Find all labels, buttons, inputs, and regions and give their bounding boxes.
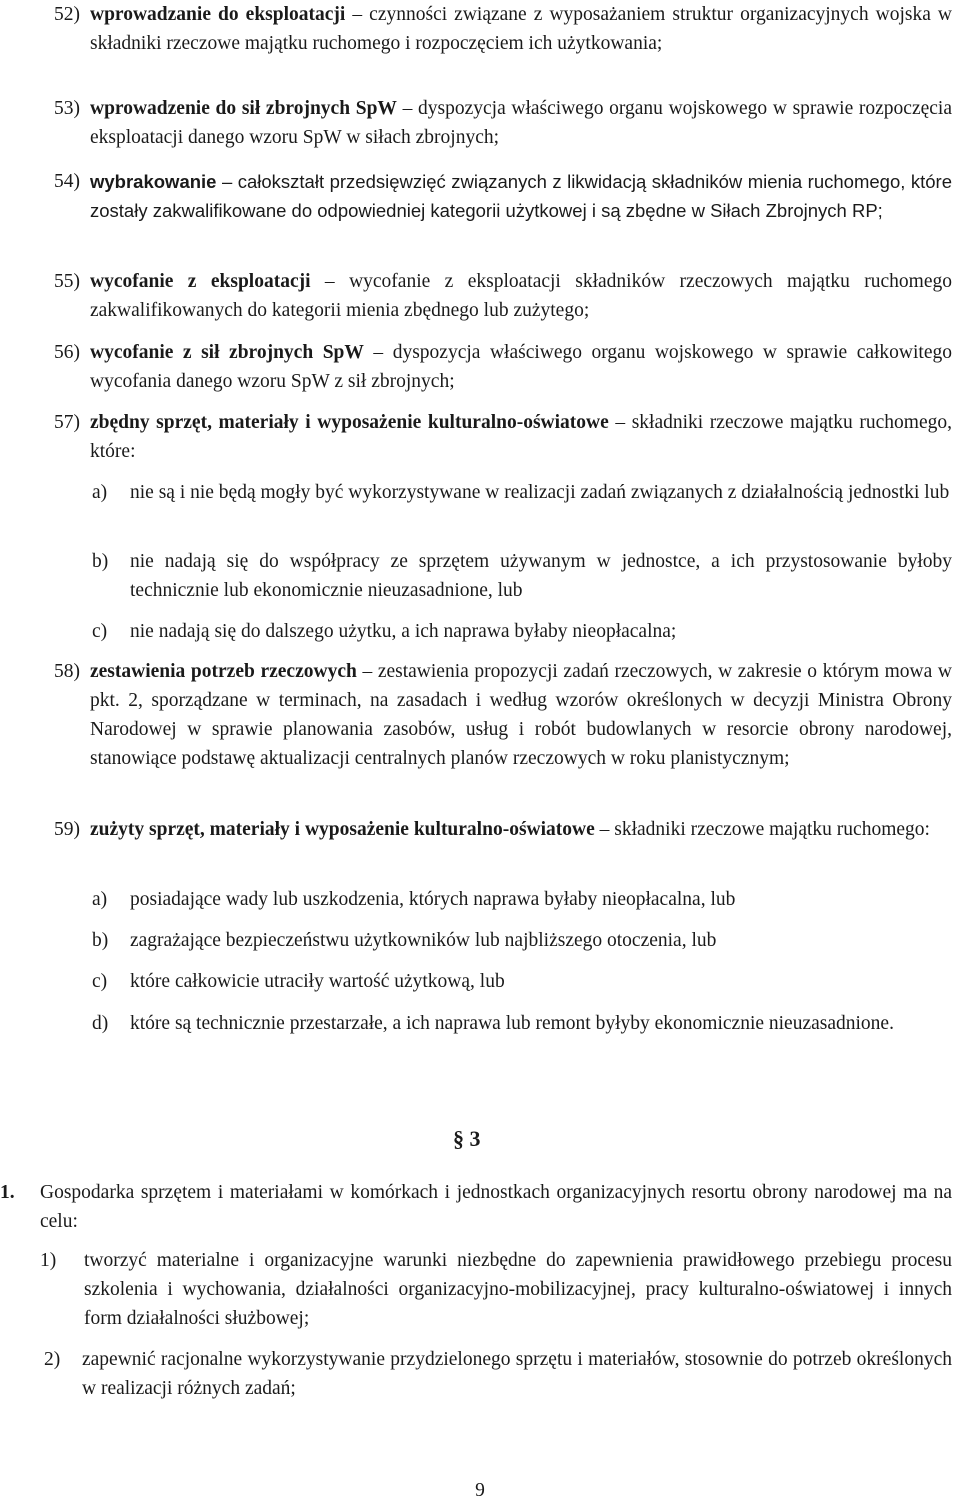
item-text: tworzyć materialne i organizacyjne warunki niezbędne do zapewnienia prawidłowego przebiegu procesu szkolenia i wychowania, działalności organizacyjno-mobilizacyjnej, pracy kulturalno-oświatowej i innych form działalności służbowej; <box>84 1250 952 1329</box>
definition-term: zbędny sprzęt, materiały i wyposażenie kulturalno-oświatowe <box>90 412 609 433</box>
dash: – <box>594 819 615 840</box>
definition-term: wycofanie z eksploatacji <box>90 271 311 292</box>
dash: – <box>608 412 632 433</box>
definition-text: wycofanie z eksploatacji składników rzeczowych majątku ruchomego zakwalifikowanych do kategorii mienia zbędnego lub zużytego; <box>90 271 952 321</box>
definition-text: zestawienia propozycji zadań rzeczowych, w zakresie o którym mowa w pkt. 2, sporządzane w terminach, na zasadach i według wzorów określonych w decyzji Ministra Obrony Narodowej w sprawie planowania zasobów, usług i robót budowlanych w resorcie obrony narodowej, stanowiące podstawę aktualizacji centralnych planów rzeczowych w roku planistycznym; <box>90 661 952 769</box>
definition-57 <box>0 408 952 466</box>
dash: – <box>396 98 419 119</box>
definition-number: 54) <box>54 171 80 192</box>
definition-53 <box>0 94 952 152</box>
subitem-letter: c) <box>92 971 108 992</box>
paragraph-number: 1. <box>0 1182 15 1203</box>
definition-text: składniki rzeczowe majątku ruchomego: <box>614 819 930 840</box>
definition-number: 57) <box>54 412 80 433</box>
definition-text: całokształt przedsięwzięć związanych z likwidacją składników mienia ruchomego, które zostały zakwalifikowane do odpowiedniej kategorii użytkowej i są zbędne w Siłach Zbrojnych RP; <box>90 171 952 221</box>
definition-text: dyspozycja właściwego organu wojskowego w sprawie rozpoczęcia eksploatacji danego wzoru SpW w siłach zbrojnych; <box>90 98 952 148</box>
dash: – <box>356 661 378 682</box>
definition-number: 59) <box>54 819 80 840</box>
item-number: 1) <box>40 1250 57 1271</box>
subitem-text: nie nadają się do współpracy ze sprzętem używanym w jednostce, a ich przystosowanie byłoby technicznie lub ekonomicznie nieuzasadnione, lub <box>130 551 952 601</box>
page-number: 9 <box>475 1480 485 1501</box>
definition-number: 55) <box>54 271 80 292</box>
definition-58 <box>0 657 952 773</box>
subitem-text: zagrażające bezpieczeństwu użytkowników lub najbliższego otoczenia, lub <box>130 930 717 951</box>
subitem-text: które całkowicie utraciły wartość użytkową, lub <box>130 971 505 992</box>
definition-56 <box>0 338 952 396</box>
definition-59 <box>0 815 952 844</box>
definition-54 <box>0 167 952 225</box>
dash: – <box>310 271 350 292</box>
definition-number: 53) <box>54 98 80 119</box>
subitem-letter: c) <box>92 621 108 642</box>
definition-number: 56) <box>54 342 80 363</box>
subitem-letter: a) <box>92 482 108 503</box>
subitem-letter: d) <box>92 1013 109 1034</box>
definition-number: 52) <box>54 4 80 25</box>
definition-55 <box>0 267 952 325</box>
section-item-2 <box>0 1345 952 1403</box>
subitem-59a <box>0 885 952 914</box>
subitem-57b <box>0 547 952 605</box>
subitem-59c <box>0 967 952 996</box>
definition-text: czynności związane z wyposażaniem struktur organizacyjnych wojska w składniki rzeczowe majątku ruchomego i rozpoczęciem ich użytkowania; <box>90 4 952 54</box>
subitem-letter: b) <box>92 930 109 951</box>
subitem-text: nie nadają się do dalszego użytku, a ich naprawa byłaby nieopłacalna; <box>130 621 677 642</box>
subitem-59d <box>0 1009 952 1038</box>
subitem-text: nie są i nie będą mogły być wykorzystywane w realizacji zadań związanych z działalnością jednostki lub <box>130 482 950 503</box>
dash: – <box>345 4 370 25</box>
definition-term: wycofanie z sił zbrojnych SpW <box>90 342 364 363</box>
definition-term: wprowadzenie do sił zbrojnych SpW <box>90 98 397 119</box>
definition-term: wybrakowanie <box>90 171 217 192</box>
definition-number: 58) <box>54 661 80 682</box>
section-item-1 <box>0 1246 952 1333</box>
subitem-letter: a) <box>92 889 108 910</box>
dash: – <box>216 171 238 192</box>
definition-term: wprowadzanie do eksploatacji <box>90 4 346 25</box>
subitem-text: które są technicznie przestarzałe, a ich naprawa lub remont byłyby ekonomicznie nieuzasadnione. <box>130 1013 894 1034</box>
definition-text: dyspozycja właściwego organu wojskowego w sprawie całkowitego wycofania danego wzoru SpW z sił zbrojnych; <box>90 342 953 392</box>
subitem-letter: b) <box>92 551 109 572</box>
item-number: 2) <box>44 1349 61 1370</box>
section-heading: § 3 <box>453 1126 481 1151</box>
subitem-text: posiadające wady lub uszkodzenia, których naprawa byłaby nieopłacalna, lub <box>130 889 736 910</box>
item-text: zapewnić racjonalne wykorzystywanie przydzielonego sprzętu i materiałów, stosownie do potrzeb określonych w realizacji różnych zadań; <box>82 1349 952 1399</box>
definition-text: składniki rzeczowe majątku ruchomego, które: <box>90 412 952 462</box>
subitem-57c <box>0 617 952 646</box>
dash: – <box>363 342 393 363</box>
definition-term: zestawienia potrzeb rzeczowych <box>90 661 357 682</box>
definition-term: zużyty sprzęt, materiały i wyposażenie kulturalno-oświatowe <box>90 819 595 840</box>
paragraph-text: Gospodarka sprzętem i materiałami w komórkach i jednostkach organizacyjnych resortu obrony narodowej ma na celu: <box>40 1182 952 1232</box>
subitem-57a <box>0 478 952 507</box>
subitem-59b <box>0 926 952 955</box>
definition-52 <box>0 0 952 58</box>
